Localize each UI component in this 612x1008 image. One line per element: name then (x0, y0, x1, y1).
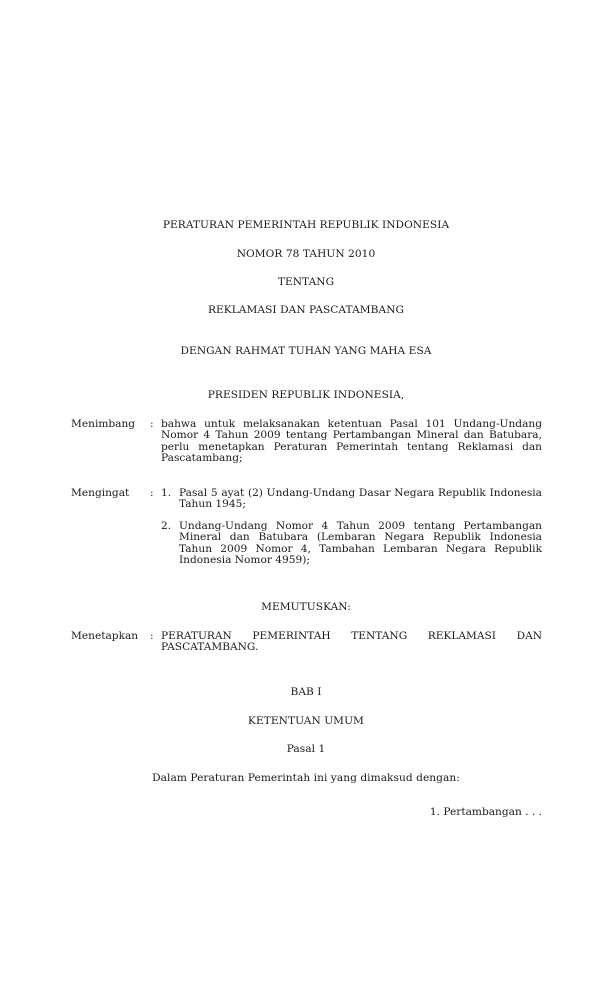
regulation-title: PERATURAN PEMERINTAH REPUBLIK INDONESIA (162, 219, 450, 231)
mengingat-colon: : (150, 487, 154, 499)
menetapkan-label: Menetapkan (71, 630, 139, 642)
bab-title: KETENTUAN UMUM (248, 715, 364, 727)
memutuskan-heading: MEMUTUSKAN: (261, 601, 351, 613)
menimbang-label: Menimbang (71, 418, 136, 430)
regulation-number: NOMOR 78 TAHUN 2010 (236, 248, 376, 260)
regulation-about: TENTANG (277, 276, 335, 288)
mengingat-item-number: 2. (161, 520, 172, 532)
bab-number: BAB I (290, 686, 322, 698)
rahmat-line: DENGAN RAHMAT TUHAN YANG MAHA ESA (180, 345, 432, 357)
menetapkan-text: PERATURAN PEMERINTAH TENTANG REKLAMASI DAN PASCATAMBANG. (161, 630, 542, 654)
menimbang-text: bahwa untuk melaksanakan ketentuan Pasal 101 Undang-Undang Nomor 4 Tahun 2009 tentang Pertambangan Mineral dan Batubara, perlu menetapkan Peraturan Pemerintah tentang Reklamasi dan Pascatambang; (161, 418, 542, 465)
pasal-heading: Pasal 1 (286, 743, 326, 755)
mengingat-item-number: 1. (161, 487, 172, 499)
mengingat-item-text: Undang-Undang Nomor 4 Tahun 2009 tentang Pertambangan Mineral dan Batubara (Lembaran Negara Republik Indonesia Tahun 2009 Nomor 4, Tambahan Lembaran Negara Republik Indonesia Nomor 4959); (179, 520, 542, 567)
mengingat-item-text: Pasal 5 ayat (2) Undang-Undang Dasar Negara Republik Indonesia Tahun 1945; (179, 487, 542, 511)
mengingat-label: Mengingat (71, 487, 130, 499)
menimbang-colon: : (150, 418, 154, 430)
continuation-marker: 1. Pertambangan . . . (429, 806, 542, 818)
regulation-subject: REKLAMASI DAN PASCATAMBANG (207, 304, 405, 316)
pasal-intro: Dalam Peraturan Pemerintah ini yang dimaksud dengan: (152, 772, 460, 784)
presiden-line: PRESIDEN REPUBLIK INDONESIA, (207, 389, 405, 401)
menetapkan-colon: : (150, 630, 154, 642)
